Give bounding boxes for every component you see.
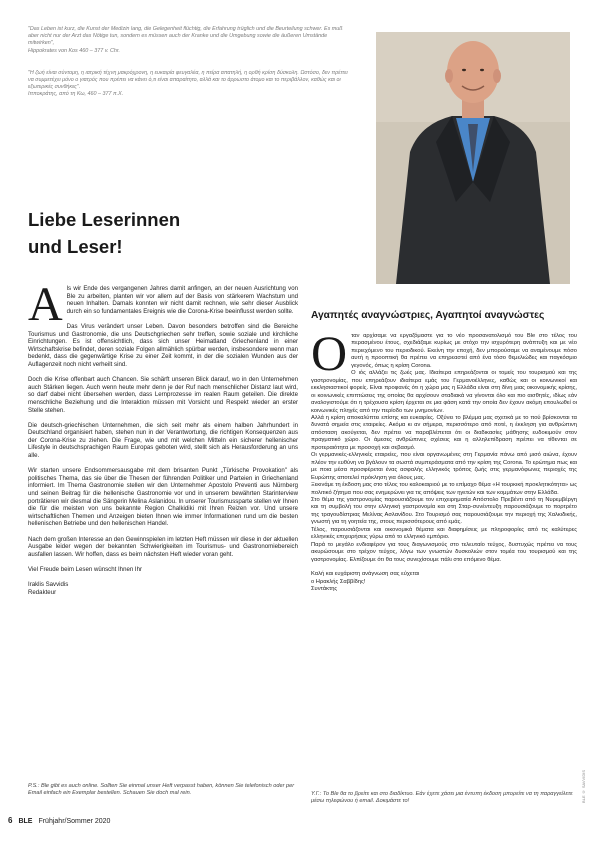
headline-line-1: Liebe Leserinnen (28, 209, 181, 230)
german-postscript: P.S.: Ble gibt es auch online. Sollten Sie einmal unser Heft verpasst haben, können Sie telefonisch oder per Email einfach ein Exemplar bestellen. Schauen Sie doch mal rein. (28, 783, 295, 796)
greek-paragraph-7: Παρά το μεγάλο ενδιαφέρον για τους διαγωνισμούς στο τελευταίο τεύχος, δυστυχώς πρέπει να τους ακυρώσουμε στο τρέχον τεύχος, λόγω των γνωστών δυσκολιών στον τομέα του τουρισμού και της γαστρονομίας. Ελπίζουμε ότι θα τους συνεχίσουμε πάλι στο επόμενο θέμα. (311, 541, 577, 563)
greek-postscript: Υ.Γ.: Το Ble θα το βρείτε και στο διαδίκτυο. Εάν έχετε χάσει μια έντυπη έκδοση μπορείτε να τη παραγγείλετε μέσω τηλεφώνου ή email. Δοκιμάστε το! (311, 791, 573, 804)
greek-dropcap: Ο (311, 325, 348, 381)
quote-text: "Η ζωή είναι σύντομη, η ιατρική τέχνη μακρόχρονη, η ευκαιρία φευγαλέα, η πείρα απατηλή, η ορθή κρίση δύσκολη. Ωστόσο, δεν πρέπει να συμμετέχει μόνο ο γιατρός που πρέπει να κάνει ό,τι είναι απαραίτητο, αλλά και το άρρωστο άτομο και το περιβάλλον, καθώς και οι εξωτερικές συνθήκες". (28, 69, 348, 91)
greek-paragraph-6: Τέλος, παρουσιάζονται και οικονομικά θέματα και διαφημίσεις με πληροφορίες από τις καλύτερες ελληνικές επιχειρήσεις γύρω από το ελληνικό εμπόριο. (311, 526, 577, 541)
signature-name: Iraklis Savvidis (28, 581, 69, 589)
german-paragraph-4: Wir starten unsere Endsommersausgabe mit dem brisanten Punkt „Türkische Provokation" als politisches Thema, das sie über die Thesen der führenden Politiker und Parteien in Griechenland informiert. Im Thema Gastronomie stellen wir den Unternehmer Apostolo Preventi aus Nürnberg und seinen Beitrag für die hellenische Gastronomie vor und in unserem bewährten Starinterview porträtieren wir diesmal die Sängerin Melina Aslanidou. In unserer Tourismussparte stellen wir Ihnen die für die meisten von uns bekannte Region Chalkidiki mit Ihren Reizen vor. Und unsere wirtschaftlichen Themen und Anzeigen bieten Ihnen wie immer Informationen rund um die besten hellenischen Betriebe und den hellenischen Handel. (28, 467, 298, 528)
issue-label: Frühjahr/Sommer 2020 (38, 818, 111, 825)
portrait-illustration (376, 32, 570, 284)
greek-paragraph-4: Ξεκινάμε τη έκδοση μας στο τέλος του καλοκαιριού με το επίμαχο θέμα «Η τουρκική προκλητικότητα» ως πολιτικό ζήτημα που σας ενημερώνει για τις απόψεις των ηγετών και των κομμάτων στην Ελλάδα. (311, 482, 577, 496)
german-closing: Viel Freude beim Lesen wünscht Ihnen Ihr (28, 565, 143, 573)
greek-editorial-column (311, 325, 577, 593)
german-editorial-column (28, 278, 298, 596)
page-number: 6 (8, 816, 13, 825)
editor-portrait-photo (376, 32, 570, 284)
quote-greek (28, 70, 348, 99)
quote-text: "Das Leben ist kurz, die Kunst der Medizin lang, die Gelegenheit flüchtig, die Erfahrung trüglich und die Beurteilung schwer. Es muß aber nicht nur der Arzt das Nötige tun, sondern es müssen auch der Kranke und die Umgebung sowie die äußeren Umstände mitwirken", (28, 26, 343, 47)
quote-source: Ιπποκράτης, από τη Κω, 460 – 377 π.Χ. (28, 91, 124, 98)
greek-paragraph-3: Οι γερμανικές-ελληνικές εταιρείες, που είναι οργανωμένες στη Γερμανία πάνω από μισό αιώνα, έχουν πλέον την ευθύνη να βγάλουν τα σωστά συμπεράσματα από την κρίση της Corona. Το ερώτημα πως και με ποια μέσα προσφέρεται ένας ασφαλής ελληνικός τρόπος ζωής στις γερμανόφωνες περιοχές της Ευρώπης αποτελεί πρόκληση για όλους μας. (311, 452, 577, 481)
greek-closing: Καλή και ευχάριστη ανάγνωση σας εύχεται (311, 571, 420, 578)
german-paragraph-5: Nach dem großen Interesse an den Gewinnspielen im letzten Heft müssen wir diese in der aktuellen Ausgabe leider wegen der bekannten Schwierigkeiten im Tourismus- und Gastronomiebereich ausfallen lassen. Wir hoffen, dass es beim nächsten Heft wieder voran geht. (28, 535, 298, 558)
german-lead-paragraph (28, 278, 298, 331)
quote-german (28, 26, 348, 55)
signature-title: Redakteur (28, 588, 57, 596)
quote-source: Hippokrates von Kos 460 – 377 v. Chr. (28, 47, 120, 54)
headline-greek: Αγαπητές αναγνώστριες, Αγαπητοί αναγνώστες (311, 310, 545, 321)
magazine-name: BLE (18, 818, 33, 825)
german-dropcap: A (28, 278, 63, 331)
greek-lead-text: ταν αρχίσαμε να εργαζόμαστε για το νέο προσανατολισμό του Ble στο τέλος του περασμένου έτους, σχεδιάζαμε κυρίως με στόχο την ισχυρότερη ανάπτυξη και με νέο περιεχόμενο του περιοδικού. Εκείνη την εποχή, δεν μπορούσαμε να αναμένουμε πόσο αυτή η προοπτική θα πρέπει να επηρεαστεί από ένα τόσο θεμελιώδες και παγκόσμιο γεγονός, όπως η κρίση Corona. (351, 333, 577, 369)
headline-line-2: und Leser! (28, 236, 123, 257)
photo-credit: BLE © SAVVIDIS (581, 770, 586, 803)
greek-paragraph-2: Αλλά η κρίση αποκαλύπτει επίσης και ευκαιρίες. Οξύνει το βλέμμα μας σχετικά με το πού βρίσκονται τα δυνατά σημεία στις εταιρείες. Ακόμα κι αν σήμερα, περισσότερο από ποτέ, η έκκληση για ανθρώπινη απόσταση ακούγεται, δεν πρέπει να παραβλέπεται ότι οι διαδικασίες μάθησης ευδοκιμούν στον πραγματικό χώρο. Οι άμεσες ανθρώπινες σχέσεις και η αλληλεπίδραση πρέπει να τίθενται σε προτεραιότητα με προσοχή και σεβασμό. (311, 414, 577, 451)
greek-signature-name: ο Ηρακλής Σαββίδης! (311, 578, 366, 585)
german-paragraph-3: Die deutsch-griechischen Unternehmen, die sich seit mehr als einem halben Jahrhundert in Deutschland organisiert haben, stehen nun in der Verantwortung, die richtigen Konsequenzen aus der Corona-Krise zu ziehen. Die Frage, wie und mit welchen Mitteln ein sicherer hellenischer Lifestyle in deutschsprachigen Raum Europas geboten wird, stellt sich als Herausforderung an uns alle. (28, 421, 298, 460)
greek-signature-title: Συντάκτης (311, 585, 338, 592)
german-paragraph-2: Doch die Krise offenbart auch Chancen. Sie schärft unseren Blick darauf, wo in den Unternehmen auch Stärken liegen. Auch wenn heute mehr denn je der Ruf nach menschlicher Distanz laut wird, so darf dabei nicht übersehen werden, dass Lernprozesse im realen Raum geteilen. Die direkte menschliche Beziehung und die Interaktion müssen mit Vorsicht und Respekt wieder an erster Stelle stehen. (28, 376, 298, 414)
greek-paragraph-5: Στο θέμα της γαστρονομίας παρουσιάζουμε τον επιχειρηματία Απόστολο Πρεβέντι από τη Νυρεμβέργη και τη συμβολή του στην ελληνική γαστρονομία και στη Σταρ-συνέντευξη παρουσιάζουμε το πορτρέτο της τραγουδίστριας Μελίνας Ασλανίδου. Στο Τουρισμό σας παρουσιάζουμε την περιοχή της Χαλκιδικής, γνωστή για τη γοητεία της, στους περισσότερους από εμάς. (311, 496, 577, 526)
greek-lead-paragraph (311, 325, 577, 381)
greek-paragraph-1: Ο ιός αλλάζει τις ζωές μας. Ιδιαίτερα επηρεάζονται οι τομείς του τουρισμού και της γαστρονομίας, που επηρεάζουν ιδιαίτερα εμάς του Γερμανοέλληνες, καθώς και οι κοινωνικοί και εκκλησιαστικοί φορείς. Είναι προφανές ότι η χώρα μας η Ελλάδα είναι στη δίνη μιας οικονομικής κρίσης, οι κοινωνικές επιπτώσεις της οποίας θα αρχίσουν σταδιακά να γίνονται όλο και πιο αισθητές, ιδίως εάν αναλογιστούμε ότι η τρέχουσα κρίση έρχεται σε μια φάση κατά την οποία δεν έχουν ακόμη επουλωθεί οι κοινωνικές πληγές από την περίοδο των μνημονίων. (311, 370, 577, 414)
german-paragraph-1: Das Virus verändert unser Leben. Davon besonders betroffen sind die Bereiche Tourismus und Gastronomie, die uns Deutschgriechen sehr treffen, sowie soziale und kirchliche Einrichtungen. Es ist offensichtlich, dass sich unser Heimatland Griechenland in einer Wirtschaftskrise befindet, deren soziale Folgen allmählich spürbar werden, insbesondere wenn man bedenkt, dass die gegenwärtige Krise zu einer Zeit kommt, in der die sozialen Wunden aus der Auflagenzeit noch nicht verheilt sind. (28, 322, 298, 368)
german-lead-text: ls wir Ende des vergangenen Jahres damit anfingen, an der neuen Ausrichtung von Ble zu arbeiten, planten wir vor allem auf der Basis von stärkerem Wachstum und neuen Inhalten. Damals konnten wir nicht damit rechnen, wie sehr dieser Ausblick durch ein so fundamentales Ereignis wie die Corona-Krise beeinflusst werden sollte. (66, 285, 298, 315)
page-footer (8, 816, 110, 825)
german-signature (28, 581, 298, 596)
hippocrates-quotes (28, 26, 348, 114)
headline-german (28, 206, 298, 260)
